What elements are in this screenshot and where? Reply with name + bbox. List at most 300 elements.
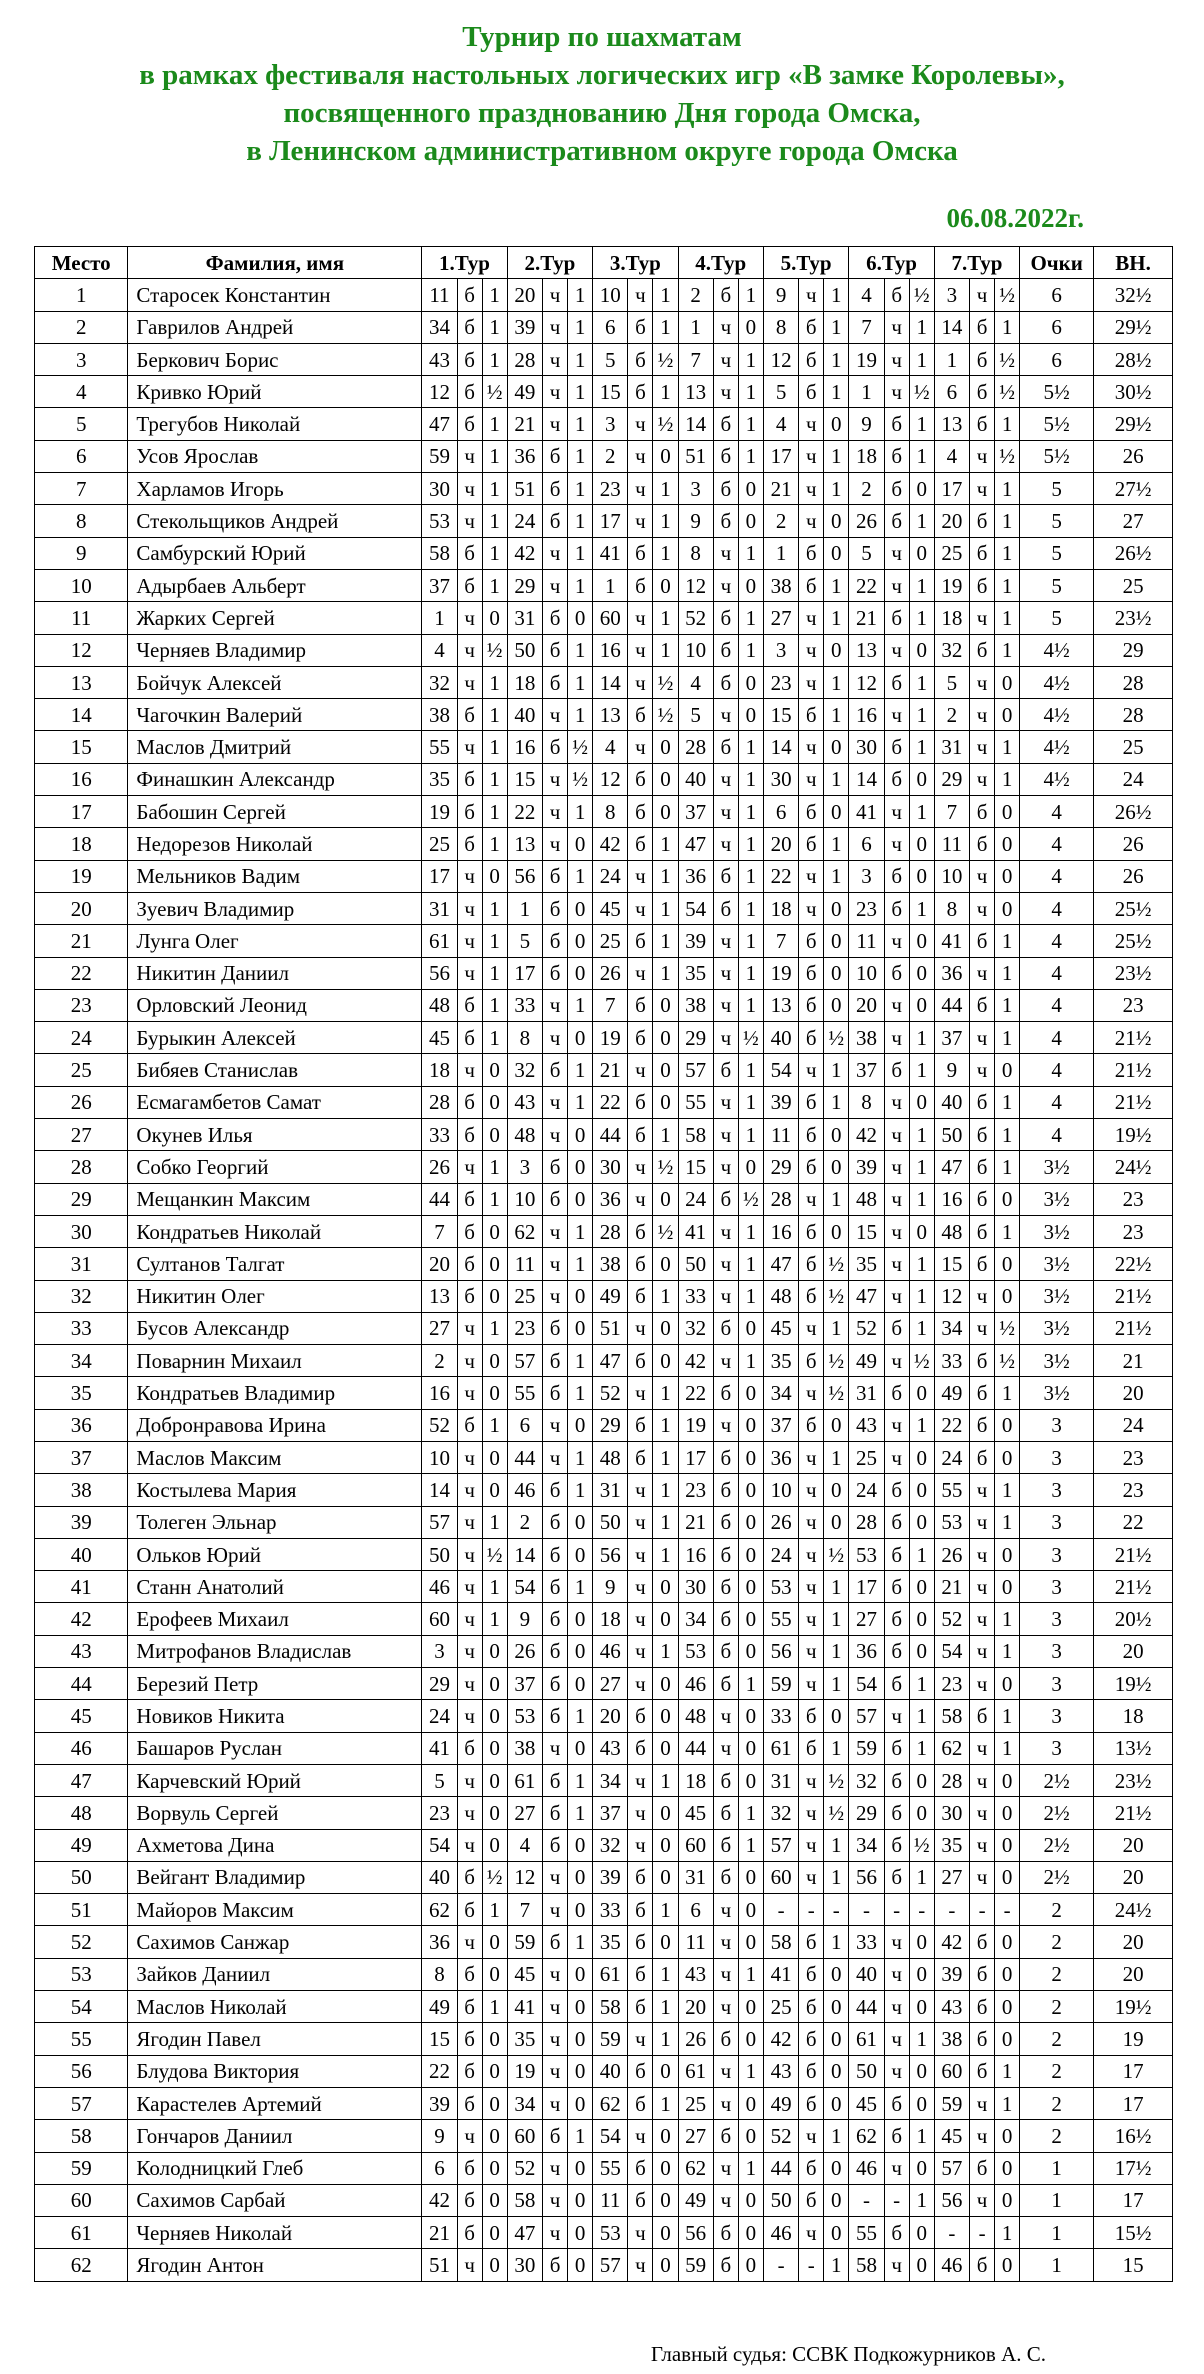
cell-r6-color: ч bbox=[884, 1926, 909, 1958]
cell-r1-result: 0 bbox=[482, 2087, 507, 2119]
cell-r4-color: б bbox=[713, 1797, 738, 1829]
cell-r1-opponent: 33 bbox=[422, 1119, 457, 1151]
cell-name: Добронравова Ирина bbox=[128, 1409, 422, 1441]
document-header bbox=[0, 18, 1204, 170]
cell-r3-color: ч bbox=[628, 408, 653, 440]
cell-r7-color: б bbox=[970, 505, 995, 537]
cell-r7-result: 1 bbox=[995, 1635, 1020, 1667]
cell-r4-color: ч bbox=[713, 1248, 738, 1280]
cell-r2-color: б bbox=[543, 1926, 568, 1958]
col-name: Фамилия, имя bbox=[128, 247, 422, 279]
cell-r1-opponent: 50 bbox=[422, 1538, 457, 1570]
cell-r7-result: 0 bbox=[995, 1991, 1020, 2023]
cell-r7-opponent: 24 bbox=[934, 1441, 969, 1473]
cell-r3-color: ч bbox=[628, 505, 653, 537]
cell-tiebreak: 20 bbox=[1094, 1861, 1173, 1893]
cell-r6-opponent: 55 bbox=[849, 2217, 884, 2249]
cell-place: 26 bbox=[35, 1086, 128, 1118]
cell-r6-opponent: 62 bbox=[849, 2120, 884, 2152]
cell-r7-opponent: 26 bbox=[934, 1538, 969, 1570]
cell-tiebreak: 23½ bbox=[1094, 957, 1173, 989]
cell-r5-color: ч bbox=[799, 1054, 824, 1086]
cell-place: 34 bbox=[35, 1345, 128, 1377]
cell-r1-result: 0 bbox=[482, 1248, 507, 1280]
cell-r5-opponent: 16 bbox=[763, 1215, 798, 1247]
cell-r7-opponent: 34 bbox=[934, 1312, 969, 1344]
cell-r2-result: 0 bbox=[568, 1732, 593, 1764]
cell-r4-color: б bbox=[713, 1538, 738, 1570]
cell-place: 21 bbox=[35, 925, 128, 957]
cell-place: 2 bbox=[35, 311, 128, 343]
cell-name: Есмагамбетов Самат bbox=[128, 1086, 422, 1118]
cell-r2-color: б bbox=[543, 602, 568, 634]
cell-r3-opponent: 32 bbox=[593, 1829, 628, 1861]
cell-r2-result: 0 bbox=[568, 1635, 593, 1667]
table-row bbox=[35, 2249, 1173, 2281]
cell-r5-color: б bbox=[799, 1022, 824, 1054]
cell-place: 59 bbox=[35, 2152, 128, 2184]
cell-r4-opponent: 31 bbox=[678, 1861, 713, 1893]
cell-r5-result: 0 bbox=[824, 892, 849, 924]
cell-name: Бурыкин Алексей bbox=[128, 1022, 422, 1054]
cell-r7-color: б bbox=[970, 925, 995, 957]
cell-r7-result: 1 bbox=[995, 2217, 1020, 2249]
cell-name: Ягодин Павел bbox=[128, 2023, 422, 2055]
cell-r3-result: 1 bbox=[653, 376, 678, 408]
cell-tiebreak: 28½ bbox=[1094, 343, 1173, 375]
table-row bbox=[35, 2120, 1173, 2152]
cell-tiebreak: 28 bbox=[1094, 666, 1173, 698]
cell-r4-color: ч bbox=[713, 1700, 738, 1732]
cell-r4-color: б bbox=[713, 634, 738, 666]
cell-points: 4 bbox=[1020, 1086, 1094, 1118]
cell-r7-color: ч bbox=[970, 1312, 995, 1344]
cell-r3-opponent: 46 bbox=[593, 1635, 628, 1667]
cell-points: 4 bbox=[1020, 1022, 1094, 1054]
cell-r4-opponent: 33 bbox=[678, 1280, 713, 1312]
cell-r4-opponent: 50 bbox=[678, 1248, 713, 1280]
cell-r5-result: 1 bbox=[824, 763, 849, 795]
cell-r4-color: ч bbox=[713, 763, 738, 795]
cell-r7-color: б bbox=[970, 1183, 995, 1215]
cell-r7-result: 0 bbox=[995, 1668, 1020, 1700]
cell-r6-opponent: 15 bbox=[849, 1215, 884, 1247]
cell-r6-opponent: 43 bbox=[849, 1409, 884, 1441]
cell-r4-color: ч bbox=[713, 828, 738, 860]
cell-r7-opponent: 18 bbox=[934, 602, 969, 634]
cell-points: 5 bbox=[1020, 602, 1094, 634]
cell-r3-opponent: 13 bbox=[593, 699, 628, 731]
cell-r1-color: ч bbox=[457, 440, 482, 472]
cell-r1-color: ч bbox=[457, 2249, 482, 2281]
cell-r4-opponent: 54 bbox=[678, 892, 713, 924]
cell-r5-result: 0 bbox=[824, 1700, 849, 1732]
cell-r7-opponent: 49 bbox=[934, 1377, 969, 1409]
cell-r5-opponent: 45 bbox=[763, 1312, 798, 1344]
cell-r5-opponent: 58 bbox=[763, 1926, 798, 1958]
cell-r7-opponent: 5 bbox=[934, 666, 969, 698]
cell-r1-color: ч bbox=[457, 505, 482, 537]
cell-r3-result: 1 bbox=[653, 860, 678, 892]
cell-r6-color: б bbox=[884, 2087, 909, 2119]
cell-r7-color: ч bbox=[970, 1538, 995, 1570]
cell-r4-color: б bbox=[713, 1054, 738, 1086]
cell-r4-color: ч bbox=[713, 699, 738, 731]
cell-r5-opponent: 47 bbox=[763, 1248, 798, 1280]
cell-r3-opponent: 54 bbox=[593, 2120, 628, 2152]
cell-r5-opponent: 56 bbox=[763, 1635, 798, 1667]
cell-r1-opponent: 51 bbox=[422, 2249, 457, 2281]
cell-r5-result: ½ bbox=[824, 1797, 849, 1829]
cell-r1-color: ч bbox=[457, 1797, 482, 1829]
cell-r4-result: 1 bbox=[738, 1054, 763, 1086]
cell-r3-result: 0 bbox=[653, 2249, 678, 2281]
cell-points: 1 bbox=[1020, 2184, 1094, 2216]
cell-r5-color: ч bbox=[799, 1861, 824, 1893]
cell-r3-color: б bbox=[628, 1700, 653, 1732]
cell-r3-color: б bbox=[628, 343, 653, 375]
cell-points: 2½ bbox=[1020, 1764, 1094, 1796]
cell-r5-opponent: 43 bbox=[763, 2055, 798, 2087]
cell-r3-opponent: 31 bbox=[593, 1474, 628, 1506]
cell-r2-result: 1 bbox=[568, 440, 593, 472]
cell-r5-result: 0 bbox=[824, 989, 849, 1021]
cell-r6-opponent: 58 bbox=[849, 2249, 884, 2281]
cell-r4-result: 0 bbox=[738, 1764, 763, 1796]
cell-r2-color: ч bbox=[543, 2184, 568, 2216]
cell-name: Адырбаев Альберт bbox=[128, 569, 422, 601]
cell-r5-color: ч bbox=[799, 1668, 824, 1700]
cell-name: Карчевский Юрий bbox=[128, 1764, 422, 1796]
cell-r1-opponent: 60 bbox=[422, 1603, 457, 1635]
cell-r1-result: 0 bbox=[482, 1119, 507, 1151]
cell-r3-result: 0 bbox=[653, 731, 678, 763]
cell-r2-opponent: 60 bbox=[507, 2120, 542, 2152]
cell-r1-opponent: 9 bbox=[422, 2120, 457, 2152]
cell-points: 6 bbox=[1020, 311, 1094, 343]
cell-r1-color: б bbox=[457, 1119, 482, 1151]
cell-r2-result: 1 bbox=[568, 1377, 593, 1409]
cell-r6-color: б bbox=[884, 1312, 909, 1344]
cell-r4-result: 1 bbox=[738, 343, 763, 375]
cell-r3-opponent: 36 bbox=[593, 1183, 628, 1215]
cell-r6-color: - bbox=[884, 1894, 909, 1926]
cell-r6-result: 1 bbox=[909, 2120, 934, 2152]
cell-points: 2½ bbox=[1020, 1861, 1094, 1893]
cell-r6-result: 0 bbox=[909, 1215, 934, 1247]
cell-r3-color: б bbox=[628, 1926, 653, 1958]
cell-name: Собко Георгий bbox=[128, 1151, 422, 1183]
cell-r4-result: 1 bbox=[738, 1086, 763, 1118]
table-row bbox=[35, 1215, 1173, 1247]
cell-tiebreak: 26 bbox=[1094, 440, 1173, 472]
cell-r4-result: 0 bbox=[738, 1700, 763, 1732]
cell-r7-color: б bbox=[970, 1958, 995, 1990]
cell-r1-result: 0 bbox=[482, 1764, 507, 1796]
cell-r5-color: б bbox=[799, 2023, 824, 2055]
cell-r5-result: 0 bbox=[824, 796, 849, 828]
table-row bbox=[35, 1635, 1173, 1667]
cell-r4-color: б bbox=[713, 1183, 738, 1215]
cell-tiebreak: 28 bbox=[1094, 699, 1173, 731]
cell-r7-opponent: 10 bbox=[934, 860, 969, 892]
cell-r5-color: б bbox=[799, 1732, 824, 1764]
cell-r4-opponent: 6 bbox=[678, 1894, 713, 1926]
cell-r1-result: 0 bbox=[482, 1829, 507, 1861]
cell-r6-color: ч bbox=[884, 376, 909, 408]
cell-r7-opponent: 28 bbox=[934, 1764, 969, 1796]
cell-tiebreak: 20 bbox=[1094, 1958, 1173, 1990]
cell-r2-opponent: 26 bbox=[507, 1635, 542, 1667]
cell-r3-result: 1 bbox=[653, 2023, 678, 2055]
cell-r5-result: 1 bbox=[824, 1926, 849, 1958]
cell-r7-opponent: 40 bbox=[934, 1086, 969, 1118]
cell-r4-opponent: 39 bbox=[678, 925, 713, 957]
cell-r3-opponent: 62 bbox=[593, 2087, 628, 2119]
cell-r2-opponent: 37 bbox=[507, 1668, 542, 1700]
cell-r4-color: ч bbox=[713, 2087, 738, 2119]
cell-r7-result: ½ bbox=[995, 343, 1020, 375]
cell-r4-opponent: 35 bbox=[678, 957, 713, 989]
cell-r6-opponent: 35 bbox=[849, 1248, 884, 1280]
cell-r5-opponent: 49 bbox=[763, 2087, 798, 2119]
cell-r4-result: 0 bbox=[738, 569, 763, 601]
cell-r4-color: б bbox=[713, 1441, 738, 1473]
cell-r2-result: 1 bbox=[568, 311, 593, 343]
cell-r6-color: ч bbox=[884, 2023, 909, 2055]
cell-r3-color: ч bbox=[628, 1312, 653, 1344]
cell-r2-opponent: 4 bbox=[507, 1829, 542, 1861]
cell-r3-result: 1 bbox=[653, 1474, 678, 1506]
cell-r3-opponent: 47 bbox=[593, 1345, 628, 1377]
cell-r4-opponent: 10 bbox=[678, 634, 713, 666]
cell-r2-opponent: 19 bbox=[507, 2055, 542, 2087]
cell-r2-result: 1 bbox=[568, 989, 593, 1021]
cell-name: Маслов Максим bbox=[128, 1441, 422, 1473]
cell-r1-result: 0 bbox=[482, 1668, 507, 1700]
cell-r5-color: ч bbox=[799, 892, 824, 924]
cell-r6-result: 0 bbox=[909, 2249, 934, 2281]
cell-r1-color: ч bbox=[457, 1926, 482, 1958]
cell-r6-result: 1 bbox=[909, 1022, 934, 1054]
cell-r7-result: ½ bbox=[995, 1312, 1020, 1344]
cell-name: Сахимов Сарбай bbox=[128, 2184, 422, 2216]
cell-r2-color: ч bbox=[543, 989, 568, 1021]
cell-points: 5½ bbox=[1020, 376, 1094, 408]
cell-r2-opponent: 36 bbox=[507, 440, 542, 472]
cell-r1-color: ч bbox=[457, 1635, 482, 1667]
cell-tiebreak: 21½ bbox=[1094, 1797, 1173, 1829]
cell-r6-opponent: 34 bbox=[849, 1829, 884, 1861]
cell-r2-color: ч bbox=[543, 1248, 568, 1280]
cell-name: Султанов Талгат bbox=[128, 1248, 422, 1280]
cell-r4-result: 1 bbox=[738, 440, 763, 472]
cell-r5-result: 1 bbox=[824, 1732, 849, 1764]
cell-tiebreak: 30½ bbox=[1094, 376, 1173, 408]
cell-r6-color: б bbox=[884, 957, 909, 989]
cell-r1-color: б bbox=[457, 2023, 482, 2055]
cell-r1-opponent: 5 bbox=[422, 1764, 457, 1796]
cell-r3-color: ч bbox=[628, 473, 653, 505]
cell-r7-result: 1 bbox=[995, 1022, 1020, 1054]
cell-r3-result: 0 bbox=[653, 1829, 678, 1861]
cell-name: Блудова Виктория bbox=[128, 2055, 422, 2087]
cell-r4-result: 0 bbox=[738, 1312, 763, 1344]
cell-points: 1 bbox=[1020, 2249, 1094, 2281]
cell-r3-result: 1 bbox=[653, 279, 678, 311]
cell-points: 3½ bbox=[1020, 1215, 1094, 1247]
cell-r3-result: 0 bbox=[653, 1603, 678, 1635]
cell-r7-color: б bbox=[970, 828, 995, 860]
cell-r5-color: ч bbox=[799, 1603, 824, 1635]
cell-r5-color: б bbox=[799, 2184, 824, 2216]
cell-r3-opponent: 28 bbox=[593, 1215, 628, 1247]
cell-r6-opponent: 25 bbox=[849, 1441, 884, 1473]
cell-r3-result: 0 bbox=[653, 1022, 678, 1054]
cell-r7-opponent: 25 bbox=[934, 537, 969, 569]
cell-r4-opponent: 48 bbox=[678, 1700, 713, 1732]
cell-r5-color: б bbox=[799, 828, 824, 860]
cell-points: 2 bbox=[1020, 1991, 1094, 2023]
cell-r2-opponent: 11 bbox=[507, 1248, 542, 1280]
cell-r6-opponent: 16 bbox=[849, 699, 884, 731]
table-row bbox=[35, 1345, 1173, 1377]
cell-r2-color: б bbox=[543, 1668, 568, 1700]
cell-r4-color: б bbox=[713, 1377, 738, 1409]
cell-r4-opponent: 38 bbox=[678, 989, 713, 1021]
cell-r4-opponent: 40 bbox=[678, 763, 713, 795]
cell-r6-color: ч bbox=[884, 2152, 909, 2184]
cell-r4-color: ч bbox=[713, 1280, 738, 1312]
cell-r6-result: 0 bbox=[909, 537, 934, 569]
cell-r1-color: б bbox=[457, 2217, 482, 2249]
cell-r4-result: 0 bbox=[738, 1409, 763, 1441]
cell-r6-opponent: 48 bbox=[849, 1183, 884, 1215]
col-tiebreak: ВН. bbox=[1094, 247, 1173, 279]
cell-r7-result: 1 bbox=[995, 569, 1020, 601]
cell-r2-result: 0 bbox=[568, 1861, 593, 1893]
cell-r5-color: ч bbox=[799, 731, 824, 763]
cell-r3-opponent: 15 bbox=[593, 376, 628, 408]
cell-r4-result: 0 bbox=[738, 1474, 763, 1506]
cell-r4-opponent: 27 bbox=[678, 2120, 713, 2152]
cell-r6-result: 0 bbox=[909, 1086, 934, 1118]
cell-r7-color: б bbox=[970, 569, 995, 601]
cell-r3-opponent: 33 bbox=[593, 1894, 628, 1926]
cell-name: Костылева Мария bbox=[128, 1474, 422, 1506]
cell-r7-result: 0 bbox=[995, 1054, 1020, 1086]
cell-r4-opponent: 19 bbox=[678, 1409, 713, 1441]
cell-r3-result: 1 bbox=[653, 2087, 678, 2119]
cell-r5-opponent: 20 bbox=[763, 828, 798, 860]
cell-r1-result: ½ bbox=[482, 1861, 507, 1893]
cell-r2-color: ч bbox=[543, 2087, 568, 2119]
cell-r7-opponent: 32 bbox=[934, 634, 969, 666]
cell-r4-result: ½ bbox=[738, 1183, 763, 1215]
cell-r1-color: ч bbox=[457, 1764, 482, 1796]
cell-r7-result: 1 bbox=[995, 989, 1020, 1021]
cell-r7-color: ч bbox=[970, 1829, 995, 1861]
cell-r6-color: ч bbox=[884, 828, 909, 860]
cell-r6-result: 1 bbox=[909, 1538, 934, 1570]
cell-r6-opponent: 3 bbox=[849, 860, 884, 892]
cell-place: 10 bbox=[35, 569, 128, 601]
cell-r2-opponent: 62 bbox=[507, 1215, 542, 1247]
table-row bbox=[35, 1700, 1173, 1732]
cell-r1-result: 1 bbox=[482, 1894, 507, 1926]
cell-r6-result: 0 bbox=[909, 1474, 934, 1506]
cell-r7-result: 0 bbox=[995, 828, 1020, 860]
cell-r7-opponent: - bbox=[934, 1894, 969, 1926]
cell-r5-opponent: 38 bbox=[763, 569, 798, 601]
cell-r5-color: б bbox=[799, 1119, 824, 1151]
cell-r1-opponent: 46 bbox=[422, 1571, 457, 1603]
cell-r5-result: 1 bbox=[824, 473, 849, 505]
cell-r7-opponent: 9 bbox=[934, 1054, 969, 1086]
cell-r3-result: 0 bbox=[653, 2184, 678, 2216]
cell-r4-result: 0 bbox=[738, 1377, 763, 1409]
cell-r1-opponent: 47 bbox=[422, 408, 457, 440]
cell-r7-color: ч bbox=[970, 957, 995, 989]
cell-r2-opponent: 38 bbox=[507, 1732, 542, 1764]
cell-r3-color: ч bbox=[628, 731, 653, 763]
cell-r2-opponent: 49 bbox=[507, 376, 542, 408]
cell-tiebreak: 25½ bbox=[1094, 925, 1173, 957]
cell-r6-result: 1 bbox=[909, 440, 934, 472]
cell-r2-opponent: 52 bbox=[507, 2152, 542, 2184]
cell-r6-color: ч bbox=[884, 1441, 909, 1473]
cell-place: 56 bbox=[35, 2055, 128, 2087]
cell-r4-color: б bbox=[713, 892, 738, 924]
cell-place: 5 bbox=[35, 408, 128, 440]
cell-r6-opponent: 47 bbox=[849, 1280, 884, 1312]
cell-r7-opponent: 1 bbox=[934, 343, 969, 375]
cell-name: Кондратьев Николай bbox=[128, 1215, 422, 1247]
cell-r7-color: ч bbox=[970, 666, 995, 698]
cell-points: 3½ bbox=[1020, 1248, 1094, 1280]
cell-r7-opponent: 48 bbox=[934, 1215, 969, 1247]
cell-r3-result: 0 bbox=[653, 1797, 678, 1829]
cell-r1-result: 1 bbox=[482, 1183, 507, 1215]
cell-place: 49 bbox=[35, 1829, 128, 1861]
cell-r3-result: 1 bbox=[653, 1991, 678, 2023]
cell-r2-result: 0 bbox=[568, 2023, 593, 2055]
cell-r7-opponent: 21 bbox=[934, 1571, 969, 1603]
cell-r3-color: ч bbox=[628, 440, 653, 472]
cell-r4-result: 0 bbox=[738, 311, 763, 343]
cell-r6-color: ч bbox=[884, 1086, 909, 1118]
cell-r2-result: 1 bbox=[568, 1571, 593, 1603]
cell-r2-opponent: 13 bbox=[507, 828, 542, 860]
cell-r5-color: ч bbox=[799, 1829, 824, 1861]
cell-r3-result: 1 bbox=[653, 1409, 678, 1441]
cell-r6-color: б bbox=[884, 473, 909, 505]
cell-r2-opponent: 25 bbox=[507, 1280, 542, 1312]
cell-place: 31 bbox=[35, 1248, 128, 1280]
cell-place: 39 bbox=[35, 1506, 128, 1538]
cell-r4-result: 1 bbox=[738, 892, 763, 924]
cell-r4-result: 1 bbox=[738, 989, 763, 1021]
cell-r3-opponent: 30 bbox=[593, 1151, 628, 1183]
cell-r7-color: ч bbox=[970, 1635, 995, 1667]
cell-r6-opponent: 20 bbox=[849, 989, 884, 1021]
col-place: Место bbox=[35, 247, 128, 279]
cell-r1-result: 0 bbox=[482, 1215, 507, 1247]
cell-r6-result: 1 bbox=[909, 796, 934, 828]
cell-tiebreak: 29½ bbox=[1094, 311, 1173, 343]
cell-r3-result: 0 bbox=[653, 1086, 678, 1118]
cell-r5-result: 1 bbox=[824, 343, 849, 375]
